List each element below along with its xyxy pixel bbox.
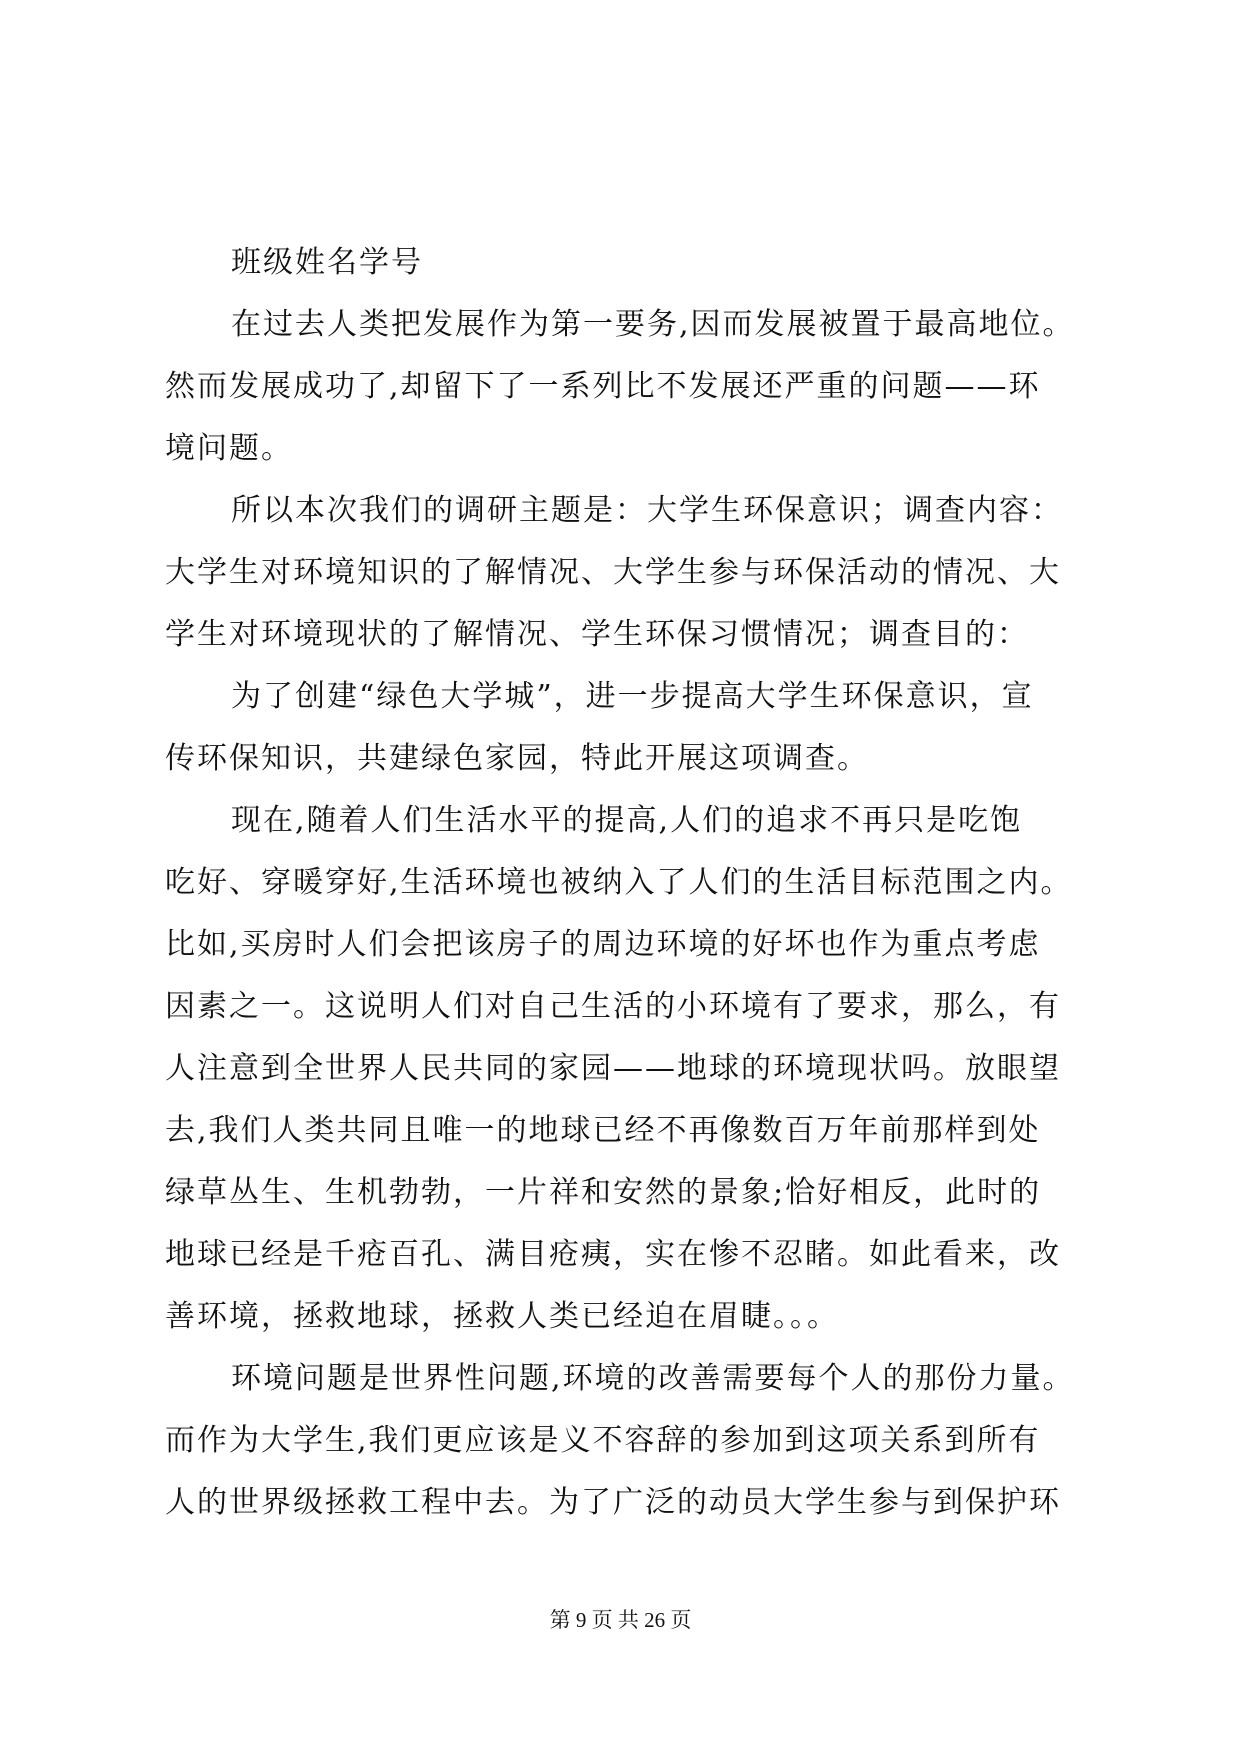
text-line: 善环境，拯救地球，拯救人类已经迫在眉睫。。。 <box>165 1299 839 1334</box>
text-line: 大学生对环境知识的了解情况、大学生参与环保活动的情况、大 <box>165 555 1061 590</box>
text-line: 境问题。 <box>165 431 293 466</box>
page-number-footer: 第 9 页 共 26 页 <box>549 1608 692 1632</box>
text-line: 地球已经是千疮百孔、满目疮痍，实在惨不忍睹。如此看来，改 <box>165 1237 1061 1272</box>
text-line: 吃好、穿暖穿好,生活环境也被纳入了人们的生活目标范围之内。 <box>165 865 1073 900</box>
text-line: 去,我们人类共同且唯一的地球已经不再像数百万年前那样到处 <box>165 1113 1041 1148</box>
text-line: 比如,买房时人们会把该房子的周边环境的好坏也作为重点考虑 <box>165 927 1041 962</box>
text-line: 学生对环境现状的了解情况、学生环保习惯情况；调查目的： <box>165 617 1029 652</box>
text-line: 环境问题是世界性问题,环境的改善需要每个人的那份力量。 <box>231 1361 1075 1396</box>
text-line: 人的世界级拯救工程中去。为了广泛的动员大学生参与到保护环 <box>165 1485 1061 1520</box>
text-line: 现在,随着人们生活水平的提高,人们的追求不再只是吃饱 <box>231 803 1023 838</box>
text-line: 所以本次我们的调研主题是：大学生环保意识；调查内容： <box>231 493 1063 528</box>
text-line: 传环保知识，共建绿色家园，特此开展这项调查。 <box>165 741 869 776</box>
text-line: 因素之一。这说明人们对自己生活的小环境有了要求，那么，有 <box>165 989 1061 1024</box>
text-line: 班级姓名学号 <box>231 245 423 280</box>
text-line: 绿草丛生、生机勃勃，一片祥和安然的景象;恰好相反，此时的 <box>165 1175 1042 1210</box>
text-line: 然而发展成功了,却留下了一系列比不发展还严重的问题——环 <box>165 369 1041 404</box>
text-line: 而作为大学生,我们更应该是义不容辞的参加到这项关系到所有 <box>165 1423 1041 1458</box>
document-body <box>165 232 1085 1534</box>
text-line: 为了创建“绿色大学城”，进一步提高大学生环保意识，宣 <box>231 679 1034 714</box>
text-line: 在过去人类把发展作为第一要务,因而发展被置于最高地位。 <box>231 307 1075 342</box>
text-line: 人注意到全世界人民共同的家园——地球的环境现状吗。放眼望 <box>165 1051 1061 1086</box>
